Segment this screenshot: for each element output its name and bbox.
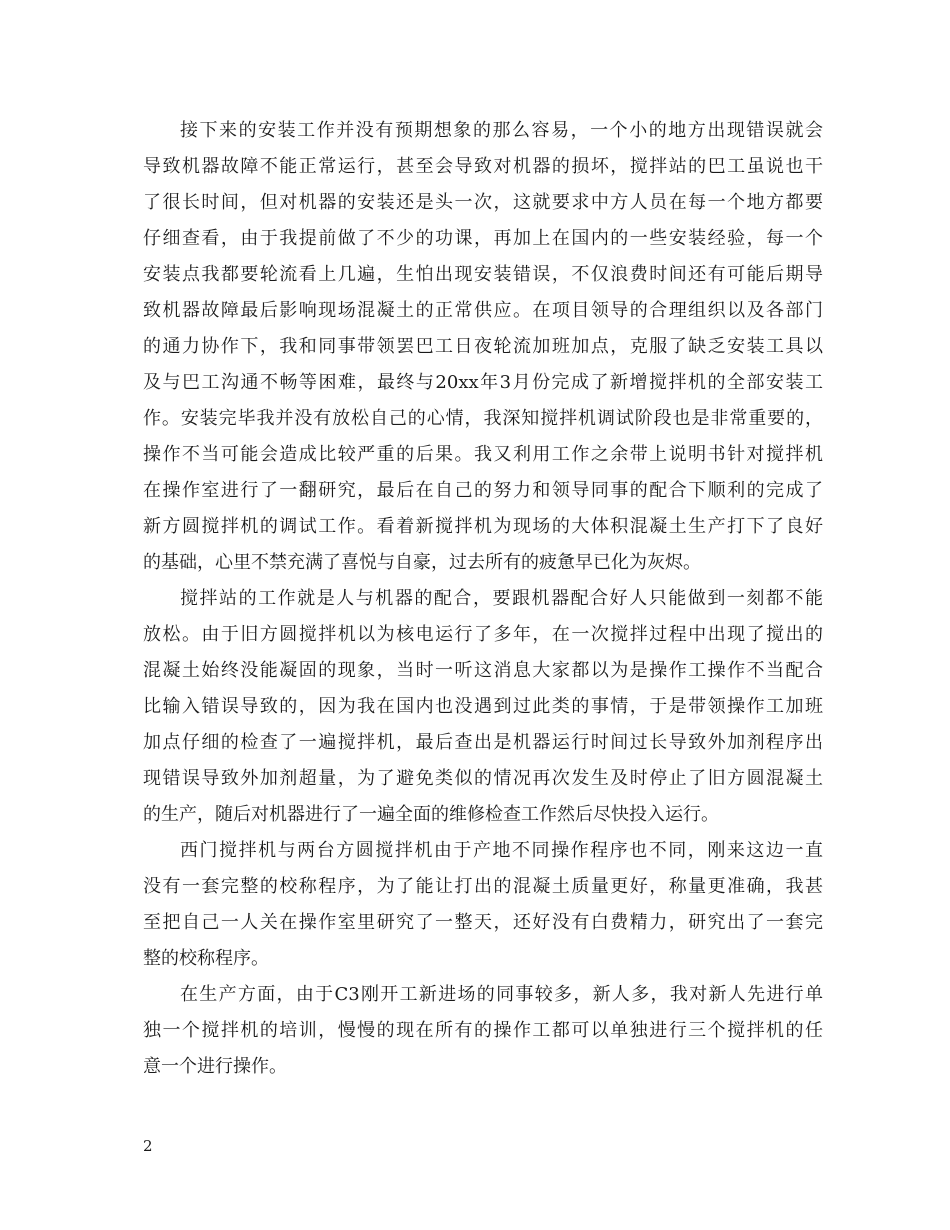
text-line: 在操作室进行了一翻研究，最后在自己的努力和领导同事的配合下顺利的完成了 <box>143 480 823 501</box>
text-line: 放松。由于旧方圆搅拌机以为核电运行了多年，在一次搅拌过程中出现了搅出的 <box>143 624 823 645</box>
page-number: 2 <box>143 1137 153 1155</box>
text-line: 现错误导致外加剂超量，为了避免类似的情况再次发生及时停止了旧方圆混凝土 <box>143 768 823 789</box>
text-line: 加点仔细的检查了一遍搅拌机，最后查出是机器运行时间过长导致外加剂程序出 <box>143 732 823 753</box>
text-line: 至把自己一人关在操作室里研究了一整天，还好没有白费精力，研究出了一套完 <box>143 912 823 933</box>
text-line: 意一个进行操作。 <box>143 1056 287 1077</box>
text-line: 的通力协作下，我和同事带领罢巴工日夜轮流加班加点，克服了缺乏安装工具以 <box>143 336 823 357</box>
text-line: 西门搅拌机与两台方圆搅拌机由于产地不同操作程序也不同，刚来这边一直 <box>180 840 823 861</box>
text-line: 操作不当可能会造成比较严重的后果。我又利用工作之余带上说明书针对搅拌机 <box>143 444 823 465</box>
text-line: 在生产方面，由于C3刚开工新进场的同事较多，新人多，我对新人先进行单 <box>180 984 823 1005</box>
text-line: 独一个搅拌机的培训，慢慢的现在所有的操作工都可以单独进行三个搅拌机的任 <box>143 1020 823 1041</box>
text-line: 没有一套完整的校称程序，为了能让打出的混凝土质量更好，称量更准确，我甚 <box>143 876 823 897</box>
text-line: 导致机器故障不能正常运行，甚至会导致对机器的损坏，搅拌站的巴工虽说也干 <box>143 156 823 177</box>
text-line: 的生产，随后对机器进行了一遍全面的维修检查工作然后尽快投入运行。 <box>143 804 719 825</box>
text-line: 及与巴工沟通不畅等困难，最终与20xx年3月份完成了新增搅拌机的全部安装工 <box>143 372 823 393</box>
text-line: 接下来的安装工作并没有预期想象的那么容易，一个小的地方出现错误就会 <box>180 120 823 141</box>
text-line: 了很长时间，但对机器的安装还是头一次，这就要求中方人员在每一个地方都要 <box>143 192 823 213</box>
text-line: 致机器故障最后影响现场混凝土的正常供应。在项目领导的合理组织以及各部门 <box>143 300 823 321</box>
text-line: 作。安装完毕我并没有放松自己的心情，我深知搅拌机调试阶段也是非常重要的， <box>143 408 823 429</box>
text-line: 新方圆搅拌机的调试工作。看着新搅拌机为现场的大体积混凝土生产打下了良好 <box>143 516 823 537</box>
text-line: 比输入错误导致的，因为我在国内也没遇到过此类的事情，于是带领操作工加班 <box>143 696 823 717</box>
text-line: 的基础，心里不禁充满了喜悦与自豪，过去所有的疲惫早已化为灰烬。 <box>143 552 701 573</box>
text-line: 搅拌站的工作就是人与机器的配合，要跟机器配合好人只能做到一刻都不能 <box>180 588 823 609</box>
text-line: 混凝土始终没能凝固的现象，当时一听这消息大家都以为是操作工操作不当配合 <box>143 660 823 681</box>
text-line: 安装点我都要轮流看上几遍，生怕出现安装错误，不仅浪费时间还有可能后期导 <box>143 264 823 285</box>
text-line: 仔细查看，由于我提前做了不少的功课，再加上在国内的一些安装经验，每一个 <box>143 228 823 249</box>
text-line: 整的校称程序。 <box>143 948 269 969</box>
